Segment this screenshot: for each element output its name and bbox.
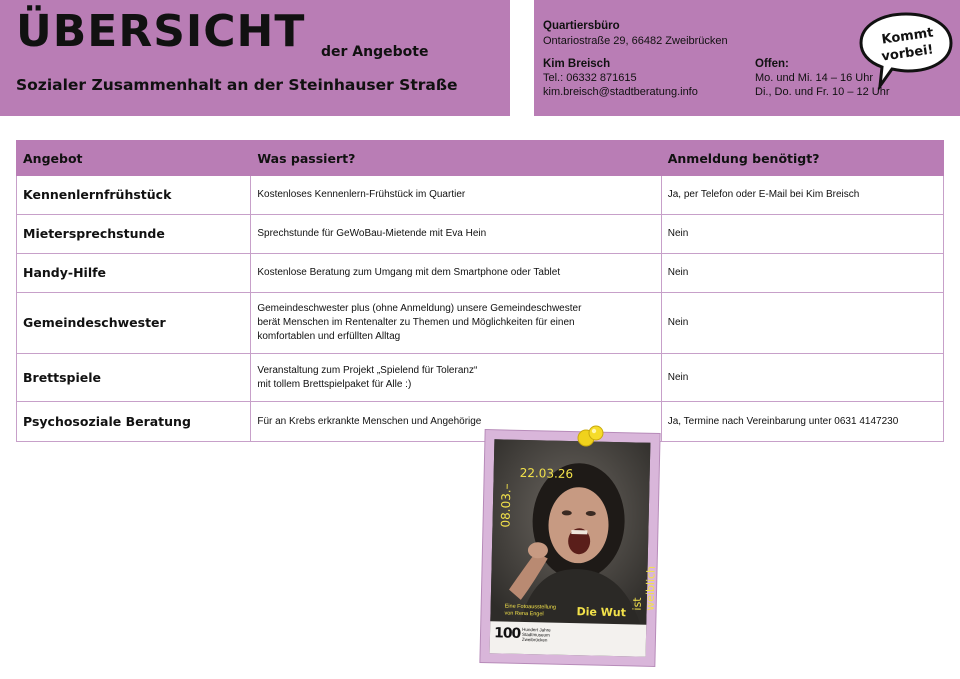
page-title-suffix: der Angebote (321, 44, 429, 60)
offer-name: Gemeindeschwester (17, 293, 251, 354)
poster-date-end: 22.03.26 (519, 465, 574, 482)
page-subtitle: Sozialer Zusammenhalt an der Steinhauser Straße (16, 76, 458, 94)
museum-logo-text (522, 627, 562, 643)
offer-name: Kennenlernfrühstück (17, 176, 251, 215)
contact-email[interactable]: kim.breisch@stadtberatung.info (543, 86, 698, 98)
contact-phone: Tel.: 06332 871615 (543, 72, 637, 84)
description-line: Gemeindeschwester plus (ohne Anmeldung) unsere Gemeindeschwester (257, 303, 582, 314)
exhibition-poster (480, 430, 659, 666)
offer-description (251, 215, 661, 254)
column-header-description: Was passiert? (251, 141, 661, 176)
poster-subtitle: ist weiblich (630, 565, 658, 611)
poster-date-start: 08.03.– (498, 483, 514, 528)
offer-name: Mietersprechstunde (17, 215, 251, 254)
opening-hours-line: Di., Do. und Fr. 10 – 12 Uhr (755, 86, 890, 98)
description-line: Veranstaltung zum Projekt „Spielend für Toleranz“ (257, 364, 478, 376)
column-header-signup: Anmeldung benötigt? (661, 141, 943, 176)
poster-title: Die Wut (576, 605, 627, 620)
description-line: mit tollem Brettspielpaket für Alle :) (257, 378, 412, 390)
poster-footer (490, 621, 647, 657)
bubble-text-line2: vorbei! (880, 42, 935, 65)
poster-credit (504, 604, 574, 620)
title-banner (0, 0, 510, 116)
offer-description (251, 254, 661, 293)
offers-table (16, 140, 944, 442)
table-header-row (17, 141, 944, 176)
offer-description (251, 293, 661, 354)
offer-name: Psychosoziale Beratung (17, 402, 251, 442)
offer-description (251, 354, 661, 402)
push-pin-icon (574, 424, 608, 452)
offer-name: Handy-Hilfe (17, 254, 251, 293)
opening-hours-label: Offen: (755, 58, 789, 70)
table-row (17, 354, 944, 402)
offer-signup: Nein (661, 293, 943, 354)
table-row (17, 254, 944, 293)
office-address: Ontariostraße 29, 66482 Zweibrücken (543, 35, 728, 47)
poster-image (490, 439, 658, 656)
offer-name: Brettspiele (17, 354, 251, 402)
offer-signup: Ja, per Telefon oder E-Mail bei Kim Breisch (661, 176, 943, 215)
opening-hours-line: Mo. und Mi. 14 – 16 Uhr (755, 72, 874, 84)
description-line: Für an Krebs erkrankte Menschen und Angehörige (257, 415, 482, 427)
museum-logo: 100 (493, 625, 521, 642)
offer-signup: Nein (661, 215, 943, 254)
logo-text-line: Zweibrücken (521, 636, 548, 643)
page-title: ÜBERSICHT (16, 6, 306, 57)
offer-signup: Nein (661, 254, 943, 293)
poster-credit-line: Eine Fotoausstellung (504, 603, 557, 611)
logo-text-line: Stadtmuseum (521, 631, 550, 638)
table-row (17, 176, 944, 215)
description-line: berät Menschen im Rentenalter zu Themen und Möglichkeiten für einen (257, 317, 575, 328)
description-line: Kostenlose Beratung zum Umgang mit dem Smartphone oder Tablet (257, 267, 561, 278)
offer-signup: Nein (661, 354, 943, 402)
table-row (17, 402, 944, 442)
contact-name: Kim Breisch (543, 58, 611, 70)
offer-signup: Ja, Termine nach Vereinbarung unter 0631 4147230 (661, 402, 943, 442)
bubble-text-line1: Kommt (880, 25, 935, 48)
logo-text-line: Hundert Jahre (522, 626, 551, 633)
office-name: Quartiersbüro (543, 20, 620, 32)
poster-credit-line: von Rena Engel (504, 610, 544, 618)
offer-description (251, 176, 661, 215)
description-line: Kostenloses Kennenlern-Frühstück im Quartier (257, 189, 466, 200)
speech-bubble-icon (858, 10, 954, 90)
table-row (17, 293, 944, 354)
column-header-offer: Angebot (17, 141, 251, 176)
description-line: komfortablen und erfüllten Alltag (257, 331, 401, 342)
table-row (17, 215, 944, 254)
description-line: Sprechstunde für GeWoBau-Mietende mit Eva Hein (257, 228, 487, 239)
